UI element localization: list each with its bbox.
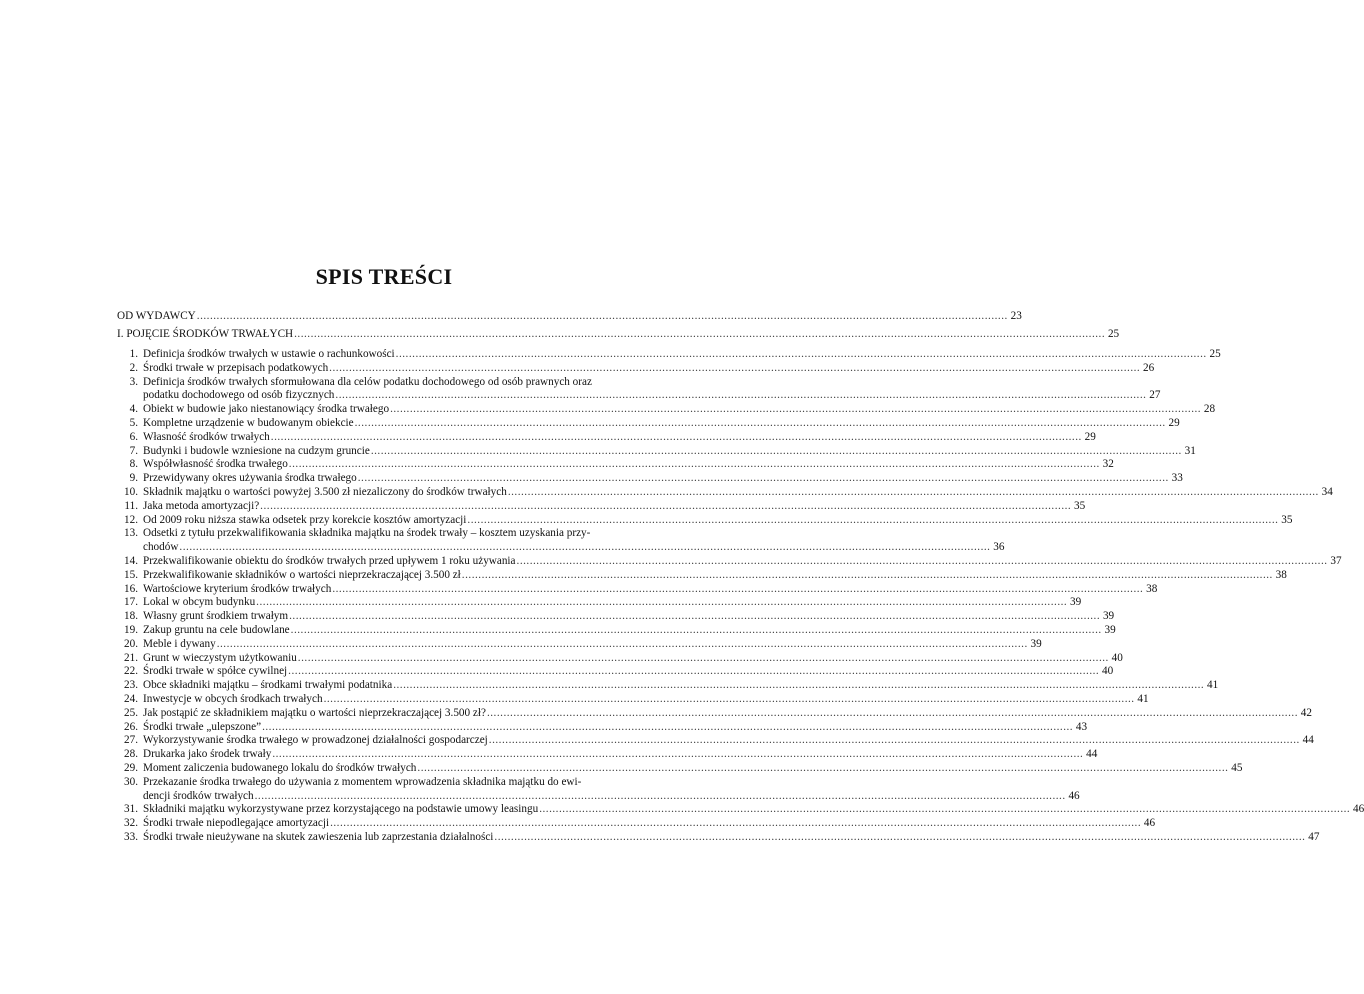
leader-dots	[487, 707, 1298, 721]
toc-entry-row[interactable]	[117, 720, 1088, 735]
toc-entry-row[interactable]	[117, 361, 1155, 376]
toc-entry-number: 11.	[124, 499, 138, 512]
toc-entry-continuation[interactable]	[117, 789, 1080, 804]
toc-entry-text: Odsetki z tytułu przekwalifikowania składnika majątku na środek trwały – kosztem uzyskania przy-	[143, 527, 591, 540]
toc-entry-row[interactable]	[117, 748, 1098, 762]
toc-entry-number: 10.	[124, 485, 138, 498]
toc-entry-number: 5.	[129, 416, 138, 429]
toc-entry-text: Środki trwałe niepodlegające amortyzacji	[143, 817, 330, 830]
toc-page-number: 25	[1209, 348, 1221, 360]
leader-dots	[390, 403, 1201, 417]
toc-entry-row[interactable]	[117, 430, 1096, 445]
toc-entry-number: 1.	[129, 348, 138, 360]
toc-page-number: 40	[1102, 665, 1114, 678]
toc-entry-text: Składnik majątku o wartości powyżej 3.500 zł niezaliczony do środków trwałych	[143, 485, 507, 498]
leader-dots	[262, 721, 1073, 735]
toc-entry-number: 25.	[124, 706, 138, 719]
toc-entry-number: 31.	[124, 803, 138, 816]
leader-dots	[289, 458, 1100, 472]
toc-entry-text: Wartościowe kryterium środków trwałych	[143, 582, 332, 595]
toc-entry-number: 7.	[129, 444, 138, 457]
leader-dots	[371, 445, 1182, 459]
toc-page-number: 29	[1168, 416, 1180, 429]
toc-page-number: 44	[1302, 734, 1314, 747]
toc-page-number: 46	[1353, 803, 1364, 816]
toc-entry-row[interactable]	[117, 458, 1114, 472]
leader-dots	[294, 328, 1105, 342]
toc-entry-number: 23.	[124, 679, 138, 692]
leader-dots	[417, 762, 1228, 776]
toc-entry-text: Jak postąpić ze składnikiem majątku o wartości nieprzekraczającej 3.500 zł?	[143, 706, 486, 719]
toc-entry-text: Przewidywany okres używania środka trwałego	[143, 472, 357, 485]
toc-entry-row[interactable]	[117, 610, 1115, 624]
toc-page-number: 31	[1184, 444, 1196, 457]
toc-page-number: 35	[1281, 513, 1293, 526]
toc-entry-row[interactable]	[117, 596, 1082, 610]
leader-dots	[298, 652, 1109, 666]
toc-entry-text: Grunt w wieczystym użytkowaniu	[143, 651, 297, 664]
toc-entry-number: 27.	[124, 734, 138, 747]
leader-dots	[335, 389, 1146, 403]
toc-page-number: 41	[1207, 679, 1219, 692]
toc-entry-number: 13.	[124, 527, 138, 540]
toc-entry-continuation[interactable]	[117, 389, 1161, 403]
toc-page-number: 32	[1102, 458, 1114, 471]
toc-entry-row[interactable]	[117, 568, 1287, 583]
toc-entry-number: 15.	[124, 568, 138, 581]
leader-dots	[358, 472, 1169, 486]
toc-section-text: OD WYDAWCY	[117, 310, 196, 322]
toc-entry-row[interactable]	[117, 527, 634, 541]
toc-entry-number: 20.	[124, 637, 138, 650]
toc-entry-text: Składniki majątku wykorzystywane przez korzystającego na podstawie umowy leasingu	[143, 803, 539, 816]
toc-entry-text: Współwłasność środka trwałego	[143, 458, 288, 471]
toc-entry-row[interactable]	[117, 554, 1342, 569]
toc-entry-text: Własność środków trwałych	[143, 430, 270, 443]
toc-entry-number: 32.	[124, 817, 138, 830]
toc-page-number: 39	[1102, 610, 1115, 623]
leader-dots	[517, 555, 1328, 569]
toc-entry-row[interactable]	[117, 623, 1116, 638]
toc-entry-row[interactable]	[117, 403, 1216, 417]
toc-entry-row[interactable]	[117, 706, 1312, 721]
leader-dots	[288, 665, 1099, 679]
toc-entry-text: Jaka metoda amortyzacji?	[143, 499, 260, 512]
toc-page-number: 42	[1300, 706, 1312, 719]
toc-page-number: 46	[1143, 817, 1156, 830]
toc-entry-text: Przekwalifikowanie składników o wartości nieprzekraczającej 3.500 zł	[143, 568, 461, 581]
toc-entry-row[interactable]	[117, 679, 1219, 693]
toc-entry-row[interactable]	[117, 665, 1114, 679]
toc-section-text: I. POJĘCIE ŚRODKÓW TRWAŁYCH	[117, 328, 294, 340]
leader-dots	[462, 569, 1273, 583]
toc-entry-row[interactable]	[117, 485, 1333, 500]
toc-page-number: 47	[1308, 830, 1320, 843]
leader-dots	[467, 514, 1278, 528]
toc-entry-number: 30.	[124, 775, 138, 788]
toc-entry-row[interactable]	[117, 817, 1156, 831]
leader-dots	[256, 596, 1067, 610]
toc-page-number: 27	[1149, 389, 1161, 402]
toc-entry-number: 26.	[124, 720, 138, 733]
toc-entry-number: 2.	[129, 361, 138, 374]
page-title: SPIS TREŚCI	[315, 264, 453, 289]
toc-entry-number: 24.	[124, 692, 138, 705]
leader-dots	[255, 790, 1066, 804]
toc-entry-text: Kompletne urządzenie w budowanym obiekcie	[143, 416, 354, 429]
leader-dots	[330, 817, 1141, 831]
toc-page-number: 38	[1275, 568, 1287, 581]
toc-page-number: 33	[1171, 472, 1183, 485]
toc-entry-row[interactable]	[117, 776, 634, 790]
toc-entry-number: 8.	[129, 458, 138, 471]
toc-entry-row[interactable]	[117, 692, 1149, 707]
toc-entry-text: Budynki i budowle wzniesione na cudzym gruncie	[143, 444, 370, 457]
toc-entry-text: Od 2009 roku niższa stawka odsetek przy korekcie kosztów amortyzacji	[143, 513, 467, 526]
leader-dots	[332, 583, 1143, 597]
leader-dots	[260, 500, 1071, 514]
toc-entry-text: Definicja środków trwałych w ustawie o rachunkowości	[143, 348, 395, 360]
toc-entry-row[interactable]	[117, 803, 1364, 817]
toc-section-row[interactable]	[117, 310, 1022, 324]
toc-page-number: 38	[1146, 582, 1158, 595]
toc-entry-number: 4.	[129, 403, 138, 416]
toc-page-number: 34	[1321, 485, 1333, 498]
toc-entry-text: Zakup gruntu na cele budowlane	[143, 623, 290, 636]
toc-entry-row[interactable]	[117, 513, 1293, 528]
toc-entry-row[interactable]	[117, 472, 1183, 486]
leader-dots	[508, 486, 1319, 500]
toc-entry-row[interactable]	[117, 761, 1243, 776]
toc-page-number: 26	[1143, 361, 1155, 374]
toc-entry-number: 28.	[124, 748, 138, 761]
toc-entry-number: 16.	[124, 582, 138, 595]
toc-page-number: 44	[1086, 748, 1098, 761]
toc-page-number: 28	[1203, 403, 1216, 416]
leader-dots	[179, 541, 990, 555]
toc-entry-number: 29.	[124, 761, 138, 774]
toc-page-number: 41	[1137, 692, 1149, 705]
toc-page-number: 39	[1104, 623, 1116, 636]
toc-entry-number: 21.	[124, 651, 138, 664]
leader-dots	[489, 734, 1300, 748]
toc-entry-number: 18.	[124, 610, 138, 623]
toc-entry-text: Wykorzystywanie środka trwałego w prowadzonej działalności gospodarczej	[143, 734, 488, 747]
toc-entry-number: 6.	[129, 430, 138, 443]
toc-page-number: 23	[1010, 310, 1022, 322]
leader-dots	[539, 803, 1350, 817]
leader-dots	[396, 348, 1207, 362]
toc-page-number: 39	[1030, 637, 1042, 650]
toc-entry-row[interactable]	[117, 444, 1196, 459]
toc-entry-text-cont: dencji środków trwałych	[143, 789, 254, 802]
toc-entry-text: Moment zaliczenia budowanego lokalu do środków trwałych	[143, 761, 417, 774]
toc-entry-number: 19.	[124, 623, 138, 636]
toc-entry-row[interactable]	[117, 582, 1158, 597]
leader-dots	[329, 362, 1140, 376]
toc-entry-row[interactable]	[117, 734, 1314, 748]
toc-page-number: 29	[1084, 430, 1096, 443]
toc-entry-row[interactable]	[117, 348, 1221, 362]
toc-entry-number: 33.	[124, 830, 138, 843]
toc-page-number: 35	[1074, 499, 1086, 512]
toc-page-number: 46	[1068, 789, 1080, 802]
toc-entry-number: 12.	[124, 513, 138, 526]
toc-page-number: 37	[1330, 554, 1342, 567]
leader-dots	[494, 831, 1305, 845]
leader-dots	[197, 310, 1008, 324]
toc-entry-row[interactable]	[117, 830, 1320, 845]
toc-entry-number: 9.	[129, 472, 138, 485]
toc-entry-row[interactable]	[117, 376, 634, 390]
toc-page-number: 36	[993, 541, 1005, 554]
toc-page-number: 45	[1231, 761, 1243, 774]
toc-entries-list	[117, 348, 1364, 845]
toc-section-publisher	[117, 310, 1022, 324]
toc-entry-text: Obce składniki majątku – środkami trwałymi podatnika	[143, 679, 393, 692]
toc-entry-row[interactable]	[117, 416, 1180, 431]
toc-page-number: 39	[1070, 596, 1082, 609]
toc-entry-text: Przekazanie środka trwałego do używania z momentem wprowadzenia składnika majątku do ewi-	[143, 775, 582, 788]
leader-dots	[393, 679, 1204, 693]
toc-entry-number: 3.	[129, 375, 138, 388]
toc-section-row[interactable]	[117, 328, 1120, 342]
toc-section-chapter-1	[117, 328, 1120, 342]
leader-dots	[324, 693, 1135, 707]
toc-entry-text: Własny grunt środkiem trwałym	[143, 610, 289, 623]
toc-entry-text: Środki trwałe w przepisach podatkowych	[143, 361, 329, 374]
toc-entry-continuation[interactable]	[117, 541, 1005, 555]
toc-entry-text-cont: podatku dochodowego od osób fizycznych	[143, 389, 335, 402]
toc-entry-row[interactable]	[117, 637, 1042, 652]
leader-dots	[355, 417, 1166, 431]
leader-dots	[272, 748, 1083, 762]
leader-dots	[271, 431, 1082, 445]
toc-entry-text: Obiekt w budowie jako niestanowiący środka trwałego	[143, 403, 390, 416]
toc-entry-number: 22.	[124, 665, 138, 678]
toc-entry-text: Środki trwałe „ulepszone”	[143, 720, 262, 733]
leader-dots	[217, 638, 1028, 652]
leader-dots	[289, 610, 1100, 624]
leader-dots	[291, 624, 1102, 638]
toc-entry-text: Środki trwałe nieużywane na skutek zawieszenia lub zaprzestania działalności	[143, 830, 494, 843]
toc-entry-text: Lokal w obcym budynku	[143, 596, 256, 609]
toc-entry-text: Meble i dywany	[143, 637, 216, 650]
toc-entry-text: Drukarka jako środek trwały	[143, 748, 272, 761]
toc-page-number: 25	[1107, 328, 1120, 340]
toc-entry-text: Inwestycje w obcych środkach trwałych	[143, 692, 323, 705]
toc-entry-text: Środki trwałe w spółce cywilnej	[143, 665, 288, 678]
toc-entry-number: 14.	[124, 554, 138, 567]
toc-page-number: 43	[1075, 720, 1088, 733]
toc-entry-number: 17.	[124, 596, 138, 609]
toc-entry-text-cont: chodów	[143, 541, 179, 554]
toc-entry-row[interactable]	[117, 499, 1086, 514]
toc-entry-text: Przekwalifikowanie obiektu do środków trwałych przed upływem 1 roku używania	[143, 554, 516, 567]
toc-entry-row[interactable]	[117, 651, 1123, 666]
toc-page-number: 40	[1111, 651, 1123, 664]
toc-entry-text: Definicja środków trwałych sformułowana dla celów podatku dochodowego od osób prawnych oraz	[143, 375, 592, 388]
